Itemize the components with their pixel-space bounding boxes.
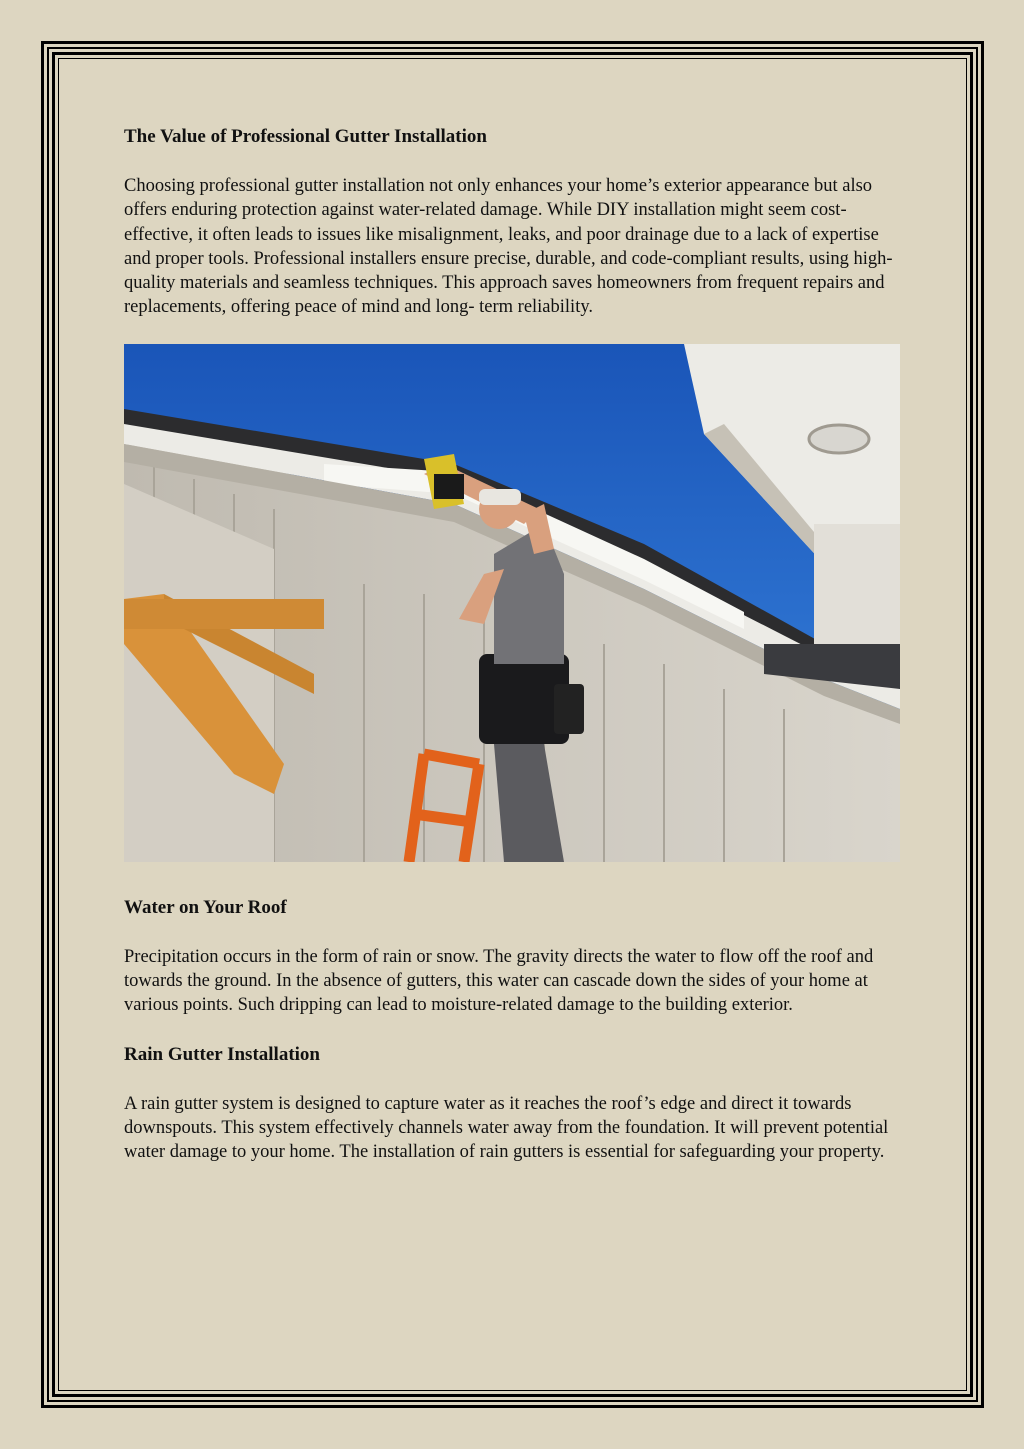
section-heading-water-roof: Water on Your Roof xyxy=(124,896,287,918)
section-body-water-roof: Precipitation occurs in the form of rain or snow. The gravity directs the water to flow off the roof and towards the ground. In the absence of gutters, this water can cascade down the sides of your home at various points. Such dripping can lead to moisture-related damage to the building exterior. xyxy=(124,946,874,1016)
section-body-value: Choosing professional gutter installation not only enhances your home’s exterior appearance but also offers enduring protection against water-related damage. While DIY installation might seem cost-effective, it often leads to issues like misalignment, leaks, and poor drainage due to a lack of expertise and proper tools. Professional installers ensure precise, durable, and code-compliant results, using high-quality materials and seamless techniques. This approach saves homeowners from frequent repairs and replacements, offering peace of mind and long- term reliability. xyxy=(124,176,893,318)
section-heading-value: The Value of Professional Gutter Installation xyxy=(124,126,487,147)
document-content xyxy=(124,124,904,1165)
section-body-rain-gutter: A rain gutter system is designed to capture water as it reaches the roof’s edge and direct it towards downspouts. This system effectively channels water away from the foundation. It will prevent potential water damage to your home. The installation of rain gutters is essential for safeguarding your property. xyxy=(124,1093,889,1163)
section-heading-rain-gutter: Rain Gutter Installation xyxy=(124,1043,321,1065)
gutter-installation-photo xyxy=(124,344,900,862)
